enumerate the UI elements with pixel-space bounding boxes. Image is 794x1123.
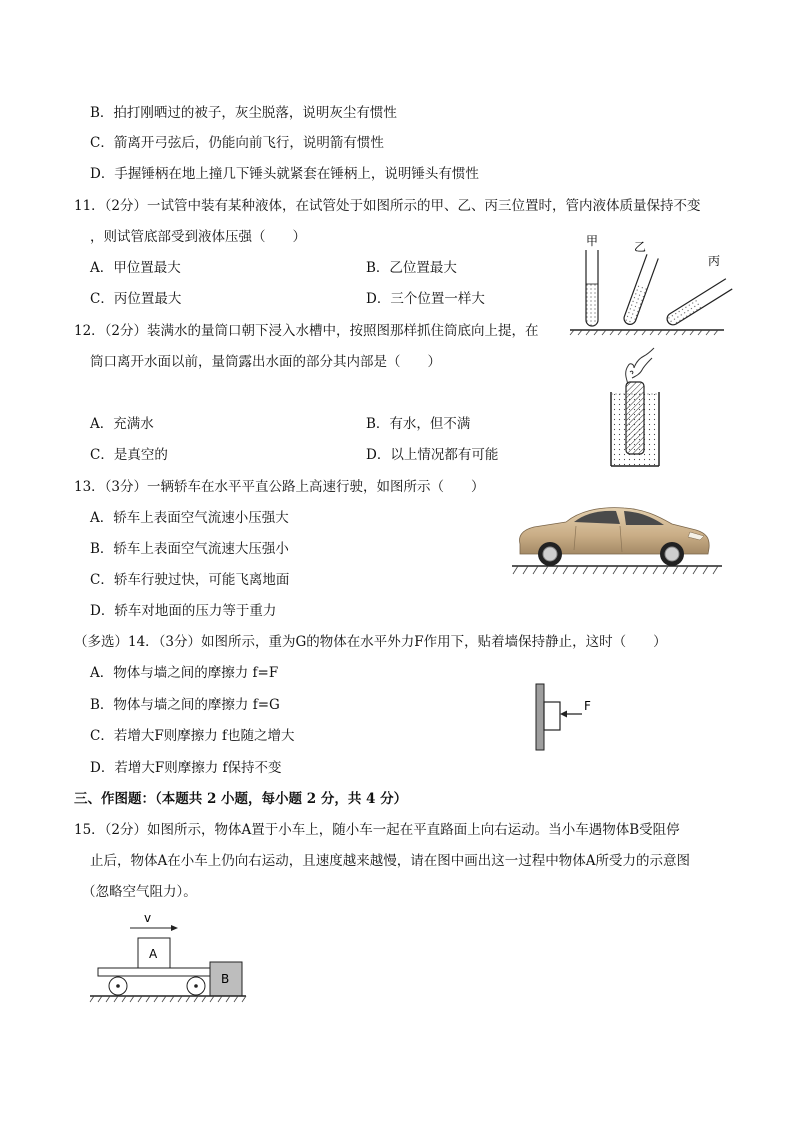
q13-option-b: B．轿车上表面空气流速大压强小 [90,541,289,557]
q12-stem-line2: 筒口离开水面以前，量筒露出水面的部分其内部是（ ） [90,354,441,370]
q12-option-a: A．充满水 [90,416,154,432]
q14-option-b: B．物体与墙之间的摩擦力 f=G [90,697,280,713]
tube-yi [622,254,658,326]
q13-stem: 13．（3分）一辆轿车在水平平直公路上高速行驶，如图所示（ ） [74,479,485,495]
q14-option-c: C．若增大F则摩擦力 f也随之增大 [90,728,295,744]
tube-bing [665,279,732,327]
q11-option-b: B．乙位置最大 [366,260,457,276]
q13-option-a: A．轿车上表面空气流速小压强大 [90,510,289,526]
q11-stem-line2: ，则试管底部受到液体压强（ ） [90,229,306,245]
q14-option-a: A．物体与墙之间的摩擦力 f=F [90,665,279,681]
cart [98,968,210,995]
wall [536,684,544,750]
sedan-car-icon [520,508,710,566]
q11-option-d: D．三个位置一样大 [366,291,485,307]
tube-jia [586,250,598,326]
q10-option-c: C．箭离开弓弦后，仍能向前飞行，说明箭有惯性 [90,135,384,151]
block-a [138,938,170,968]
hand-icon [626,348,654,384]
q13-car-figure [512,500,722,576]
force-arrow [560,711,582,718]
q15-stem-line2: 止后，物体A在小车上仍向右运动，且速度越来越慢，请在图中画出这一过程中物体A所受力的示意图 [90,853,690,869]
q15-stem-line1: 15．（2分）如图所示，物体A置于小车上，随小车一起在平直路面上向右运动。当小车遇物体B受阻停 [74,822,680,838]
block-object [544,702,560,730]
q14-wall-figure [534,684,604,752]
q14-option-d: D．若增大F则摩擦力 f保持不变 [90,760,282,776]
block-a-label: A [149,947,158,961]
q13-option-d: D．轿车对地面的压力等于重力 [90,603,277,619]
q15-cart-figure [88,910,248,1004]
tube-label-yi: 乙 [634,240,647,254]
q12-option-b: B．有水，但不满 [366,416,471,432]
q14-stem: （多选）14．（3分）如图所示，重为G的物体在水平外力F作用下，贴着墙保持静止，这时（ ） [74,634,667,650]
q12-cylinder-figure [608,348,662,470]
road-ground [512,566,722,574]
block-b [210,962,242,996]
q15-stem-line3: （忽略空气阻力）。 [82,884,197,900]
measuring-cylinder [626,382,644,454]
q12-stem-line1: 12．（2分）装满水的量筒口朝下浸入水槽中，按照图那样抓住筒底向上提，在 [74,323,539,339]
q12-option-d: D．以上情况都有可能 [366,447,499,463]
tube-label-bing: 丙 [708,254,721,268]
tube-label-jia: 甲 [586,234,599,248]
force-label-f: F [584,699,591,713]
section-3-heading: 三、作图题：（本题共 2 小题，每小题 2 分，共 4 分） [74,791,408,807]
q10-option-b: B．拍打刚晒过的被子，灰尘脱落，说明灰尘有惯性 [90,105,397,121]
cart-ground [90,996,246,1002]
block-b-label: B [221,972,230,986]
q12-option-c: C．是真空的 [90,447,168,463]
q13-option-c: C．轿车行驶过快，可能飞离地面 [90,572,290,588]
q10-option-d: D．手握锤柄在地上撞几下锤头就紧套在锤柄上，说明锤头有惯性 [90,166,479,182]
q11-stem-line1: 11．（2分）一试管中装有某种液体，在试管处于如图所示的甲、乙、丙三位置时，管内液体质量保持不变 [74,198,701,214]
q11-option-a: A．甲位置最大 [90,260,181,276]
q11-test-tube-figure [570,232,724,336]
tube-ground [570,330,724,335]
velocity-label: v [144,911,152,925]
q11-option-c: C．丙位置最大 [90,291,182,307]
velocity-arrow [130,925,178,931]
